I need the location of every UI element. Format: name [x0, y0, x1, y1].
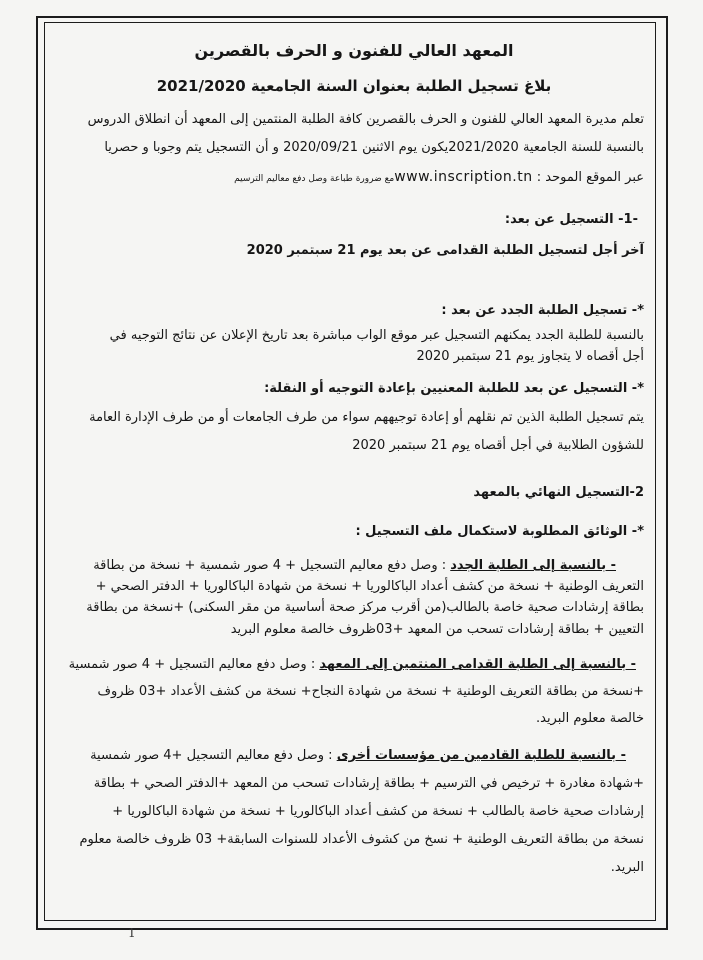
- new-students-line-1: بالنسبة للطلبة الجدد يمكنهم التسجيل عبر موقع الواب مباشرة بعد تاريخ الإعلان عن نتائج التوجيه في: [109, 328, 644, 343]
- transfer-students-docs-line-3: إرشادات صحية خاصة بالطالب + نسخة من كشف أعداد الباكالوريا + نسخة من شهادة الباكالوريا +: [112, 804, 644, 819]
- intro-receipt-note: مع ضرورة طباعة وصل دفع معاليم الترسيم: [234, 174, 395, 184]
- intro-line-2: بالنسبة للسنة الجامعية 2021/2020يكون يوم الاثنين 2020/09/21 و أن التسجيل يتم وجوبا و حصريا: [104, 140, 644, 155]
- former-students-deadline: آخر أجل لتسجيل الطلبة القدامى عن بعد يوم 21 سبتمبر 2020: [246, 243, 644, 258]
- new-students-docs-line-2: التعريف الوطنية + نسخة من كشف أعداد الباكالوريا + نسخة من شهادة الباكالوريا + الدفتر الصحي +: [95, 579, 644, 594]
- former-students-docs-line-2: +نسخة من بطاقة التعريف الوطنية + نسخة من شهادة النجاح+ نسخة من كشف الأعداد +03 ظروف: [97, 684, 644, 699]
- new-students-line-2: أجل أقصاه لا يتجاوز يوم 21 سبتمبر 2020: [416, 349, 644, 364]
- transfer-students-docs-line-5: البريد.: [610, 860, 644, 875]
- transfer-students-docs-label: - بالنسبة للطلبة القادمين من مؤسسات أخرى: [336, 748, 626, 763]
- reorientation-line-1: يتم تسجيل الطلبة الذين تم نقلهم أو إعادة توجيههم سواء من طرف الجامعات أو من طرف الإدارة العامة: [89, 410, 644, 425]
- section-2-heading: 2-التسجيل النهائي بالمعهد: [473, 485, 644, 500]
- inscription-website: www.inscription.tn: [394, 169, 533, 185]
- new-students-heading: *- تسجيل الطلبة الجدد عن بعد :: [441, 303, 644, 318]
- new-students-docs-line-1: - بالنسبة إلى الطلبة الجدد : وصل دفع معاليم التسجيل + 4 صور شمسية + نسخة من بطاقة: [93, 558, 616, 573]
- former-students-docs-line-3: خالصة معلوم البريد.: [535, 711, 644, 726]
- notice-subtitle: بلاغ تسجيل الطلبة بعنوان السنة الجامعية 2021/2020: [156, 77, 552, 95]
- intro-line-3: [64, 162, 644, 192]
- new-students-docs-label: - بالنسبة إلى الطلبة الجدد: [450, 558, 616, 573]
- section-1-heading: -1- التسجيل عن بعد:: [504, 212, 638, 227]
- new-students-docs-line-4: التعيين + بطاقة إرشادات تسحب من المعهد +03ظروف خالصة معلوم البريد: [230, 622, 644, 637]
- former-students-docs-line-1: - بالنسبة إلى الطلبة القدامى المنتمين إلى المعهد : وصل دفع معاليم التسجيل + 4 صور شمسية: [68, 657, 636, 672]
- institute-title: المعهد العالي للفنون و الحرف بالقصرين: [194, 41, 514, 60]
- intro-line-1: تعلم مديرة المعهد العالي للفنون و الحرف بالقصرين كافة الطلبة المنتمين إلى المعهد أن انطلاق الدروس: [87, 112, 644, 127]
- notice-content: [64, 36, 644, 882]
- transfer-students-docs-line-1: - بالنسبة للطلبة القادمين من مؤسسات أخرى : وصل دفع معاليم التسجيل +4 صور شمسية: [90, 748, 626, 763]
- transfer-students-docs-line-2: +شهادة مغادرة + ترخيص في الترسيم + بطاقة إرشادات تسحب من المعهد +الدفتر الصحي + بطاقة: [93, 776, 644, 791]
- transfer-students-docs-line-4: نسخة من بطاقة التعريف الوطنية + نسخ من كشوف الأعداد للسنوات السابقة+ 03 ظروف خالصة معلوم: [79, 832, 644, 847]
- reorientation-line-2: للشؤون الطلابية في أجل أقصاه يوم 21 سبتمبر 2020: [352, 438, 644, 453]
- former-students-docs-label: - بالنسبة إلى الطلبة القدامى المنتمين إلى المعهد: [319, 657, 636, 672]
- new-students-docs-line-3: بطاقة إرشادات صحية خاصة بالطالب(من أقرب مركز صحة أساسية من مقر السكنى) +نسخة من بطاقة: [86, 600, 644, 615]
- reorientation-heading: *- التسجيل عن بعد للطلبة المعنيين بإعادة التوجيه أو النقلة:: [264, 381, 644, 396]
- page-number: 1: [128, 926, 136, 940]
- intro-website-label: عبر الموقع الموحد :: [536, 170, 644, 185]
- documents-heading: *- الوثائق المطلوبة لاستكمال ملف التسجيل :: [355, 524, 644, 539]
